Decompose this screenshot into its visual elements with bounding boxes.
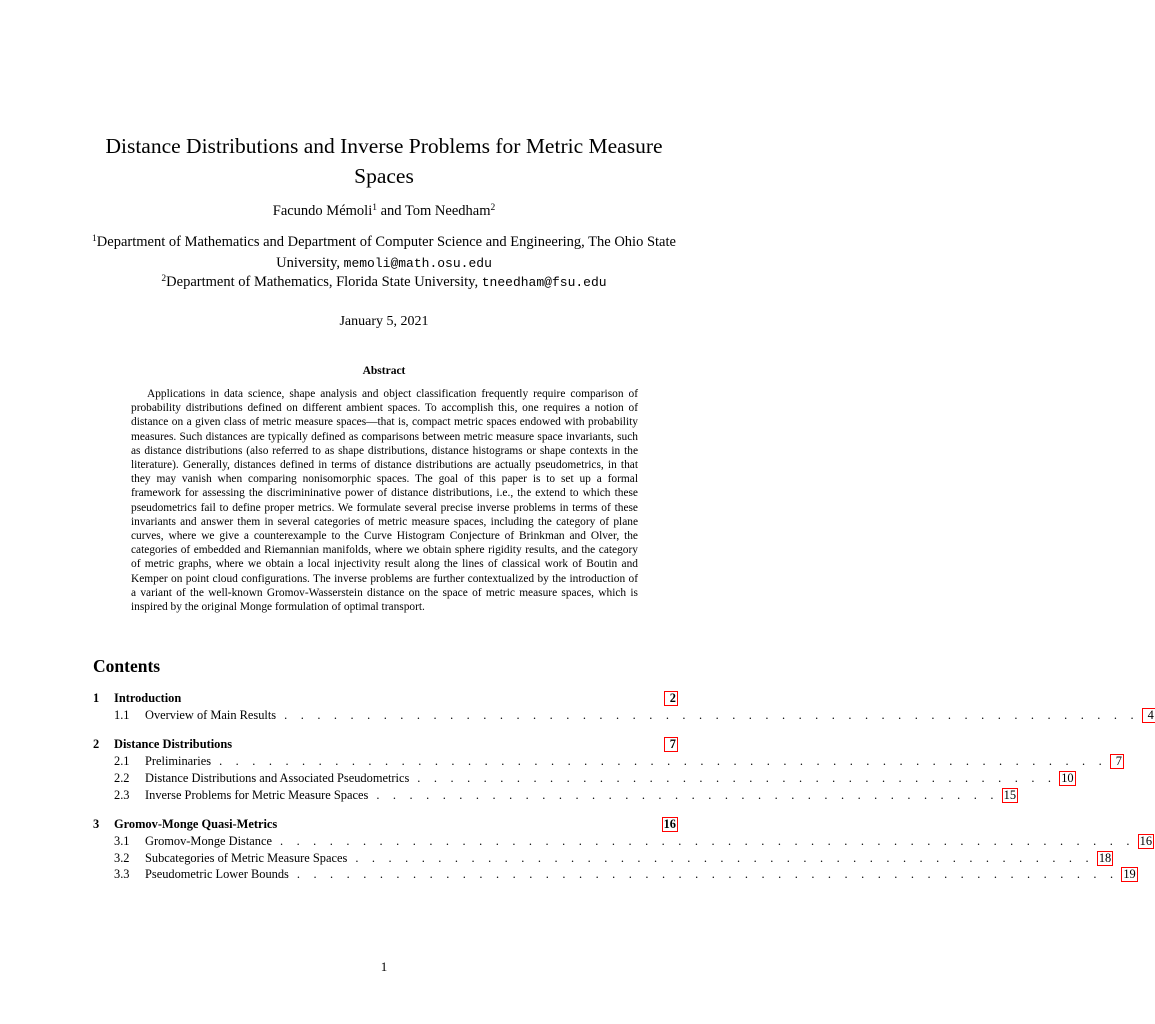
affiliations (90, 233, 678, 294)
toc-leader-dots: . . . . . . . . . . . . . . . . . . . . . . . . . . . . . . . . . . . . . . . . . . . . . (355, 851, 1094, 865)
affiliation-1 (90, 233, 678, 273)
toc-title[interactable]: Inverse Problems for Metric Measure Spaces (145, 788, 369, 802)
toc-title[interactable]: Introduction (114, 691, 182, 705)
toc-page-link[interactable]: 4 (1143, 709, 1155, 722)
toc-page-link[interactable]: 16 (1139, 834, 1153, 848)
toc-page-link[interactable]: 7 (1111, 755, 1123, 768)
toc-title[interactable]: Overview of Main Results (145, 708, 277, 722)
toc-leader-dots: . . . . . . . . . . . . . . . . . . . . . . . . . . . . . . . . . . . . . . . . . . . . . . . . . . . . . . (219, 754, 1107, 768)
page-number: 1 (380, 959, 388, 974)
toc-leader-dots: . . . . . . . . . . . . . . . . . . . . . . . . . . . . . . . . . . . . . . . . . . . . . . . . . . (296, 867, 1119, 881)
toc-number: 3.1 (114, 834, 130, 848)
toc-title[interactable]: Subcategories of Metric Measure Spaces (145, 851, 348, 865)
toc-entry-subsection[interactable] (93, 850, 1112, 866)
toc-leader-dots: . . . . . . . . . . . . . . . . . . . . . . . . . . . . . . . . . . . . . . . . . . . . . . . . . . . . (279, 834, 1135, 848)
toc-number: 2.2 (114, 771, 130, 785)
contents-heading: Contents (93, 656, 161, 676)
toc-entry-subsection[interactable] (93, 753, 1122, 769)
toc-entry-subsection[interactable] (93, 833, 1153, 849)
affiliation-marker: 2 (490, 203, 496, 213)
toc-number: 3.2 (114, 851, 130, 865)
toc-number: 1 (93, 691, 100, 705)
toc-entry-subsection[interactable] (93, 787, 1017, 803)
toc-number: 2 (93, 737, 100, 751)
toc-leader-dots: . . . . . . . . . . . . . . . . . . . . . . . . . . . . . . . . . . . . . . . . . . . . . . . . . . . . (284, 708, 1139, 722)
toc-entry-subsection[interactable] (93, 770, 1074, 786)
toc-title[interactable]: Distance Distributions and Associated Pseudometrics (145, 771, 410, 785)
toc-number: 2.1 (114, 754, 130, 768)
toc-leader-dots: . . . . . . . . . . . . . . . . . . . . . . . . . . . . . . . . . . . . . . (376, 788, 999, 802)
toc-title[interactable]: Gromov-Monge Quasi-Metrics (114, 817, 278, 831)
affiliation-marker: 2 (161, 274, 167, 284)
toc-entry-section[interactable] (93, 736, 677, 752)
affiliation-2 (90, 273, 678, 294)
author-line (0, 202, 768, 222)
author-name: Facundo Mémoli (272, 203, 373, 219)
toc-page-link[interactable]: 7 (665, 738, 677, 751)
toc-title[interactable]: Gromov-Monge Distance (145, 834, 272, 848)
abstract-heading: Abstract (362, 365, 406, 377)
toc-title[interactable]: Distance Distributions (114, 737, 233, 751)
toc-page-link[interactable]: 10 (1061, 771, 1074, 785)
email-link[interactable]: tneedham@fsu.edu (481, 275, 607, 290)
affiliation-marker: 1 (372, 203, 377, 213)
paper-title: Distance Distributions and Inverse Problems for Metric Measure Spaces (105, 134, 663, 188)
toc-number: 2.3 (114, 788, 130, 802)
toc-page-link[interactable]: 19 (1123, 867, 1136, 881)
toc-page-link[interactable]: 2 (665, 692, 677, 705)
affiliation-text: Department of Mathematics, Florida State University, (166, 274, 482, 290)
toc-entry-subsection[interactable] (93, 707, 1154, 723)
author-name: Tom Needham (404, 203, 491, 219)
toc-title[interactable]: Preliminaries (145, 754, 212, 768)
abstract-body: Applications in data science, shape analysis and object classification frequently require comparison of probability distributions defined on different ambient spaces. To accomplish this, one requires a notion of distance on a given class of metric measure spaces—that is, compact metric spaces endowed with probability measures. Such distances are typically defined as comparisons between metric measure space invariants, such as distance distributions (also referred to as shape distributions, distance histograms or shape contexts in the literature). Generally, distances defined in terms of distance distributions are actually pseudometrics, in that they may vanish when comparing nonisomorphic spaces. The goal of this paper is to set up a formal framework for assessing the discrimininative power of distance distributions, i.e., the extend to which these pseudometrics fail to define proper metrics. We formulate several precise inverse problems in terms of these invariants and answer them in several categories of metric measure spaces, including the category of plane curves, where we give a counterexample to the Curve Histogram Conjecture of Brinkman and Olver, the categories of embedded and Riemannian manifolds, where we obtain sphere rigidity results, and the category of metric graphs, where we obtain a local injectivity result along the lines of classical work of Boutin and Kemper on point cloud configurations. The inverse problems are further contextualized by the introduction of a variant of the well-known Gromov-Wasserstein distance on the space of metric measure spaces, which is inspired by the original Monge formulation of optimal transport. (131, 388, 638, 614)
toc-leader-dots: . . . . . . . . . . . . . . . . . . . . . . . . . . . . . . . . . . . . . . . (417, 771, 1057, 785)
toc-number: 3 (93, 817, 100, 831)
toc-number: 1.1 (114, 708, 130, 722)
toc-entry-subsection[interactable] (93, 866, 1136, 882)
author-conjunction: and (376, 203, 405, 219)
toc-entry-section[interactable] (93, 690, 677, 706)
toc-page-link[interactable]: 18 (1098, 851, 1112, 865)
affiliation-marker: 1 (92, 234, 97, 244)
toc-page-link[interactable]: 15 (1003, 788, 1017, 802)
toc-number: 3.3 (114, 867, 130, 881)
publication-date: January 5, 2021 (339, 314, 429, 329)
affiliation-text: Department of Mathematics and Department of Computer Science and Engineering, The Ohio State University, (96, 234, 676, 271)
toc-page-link[interactable]: 16 (663, 817, 676, 831)
toc-entry-section[interactable] (93, 816, 677, 832)
toc-title[interactable]: Pseudometric Lower Bounds (145, 867, 289, 881)
email-link[interactable]: memoli@math.osu.edu (343, 256, 492, 271)
